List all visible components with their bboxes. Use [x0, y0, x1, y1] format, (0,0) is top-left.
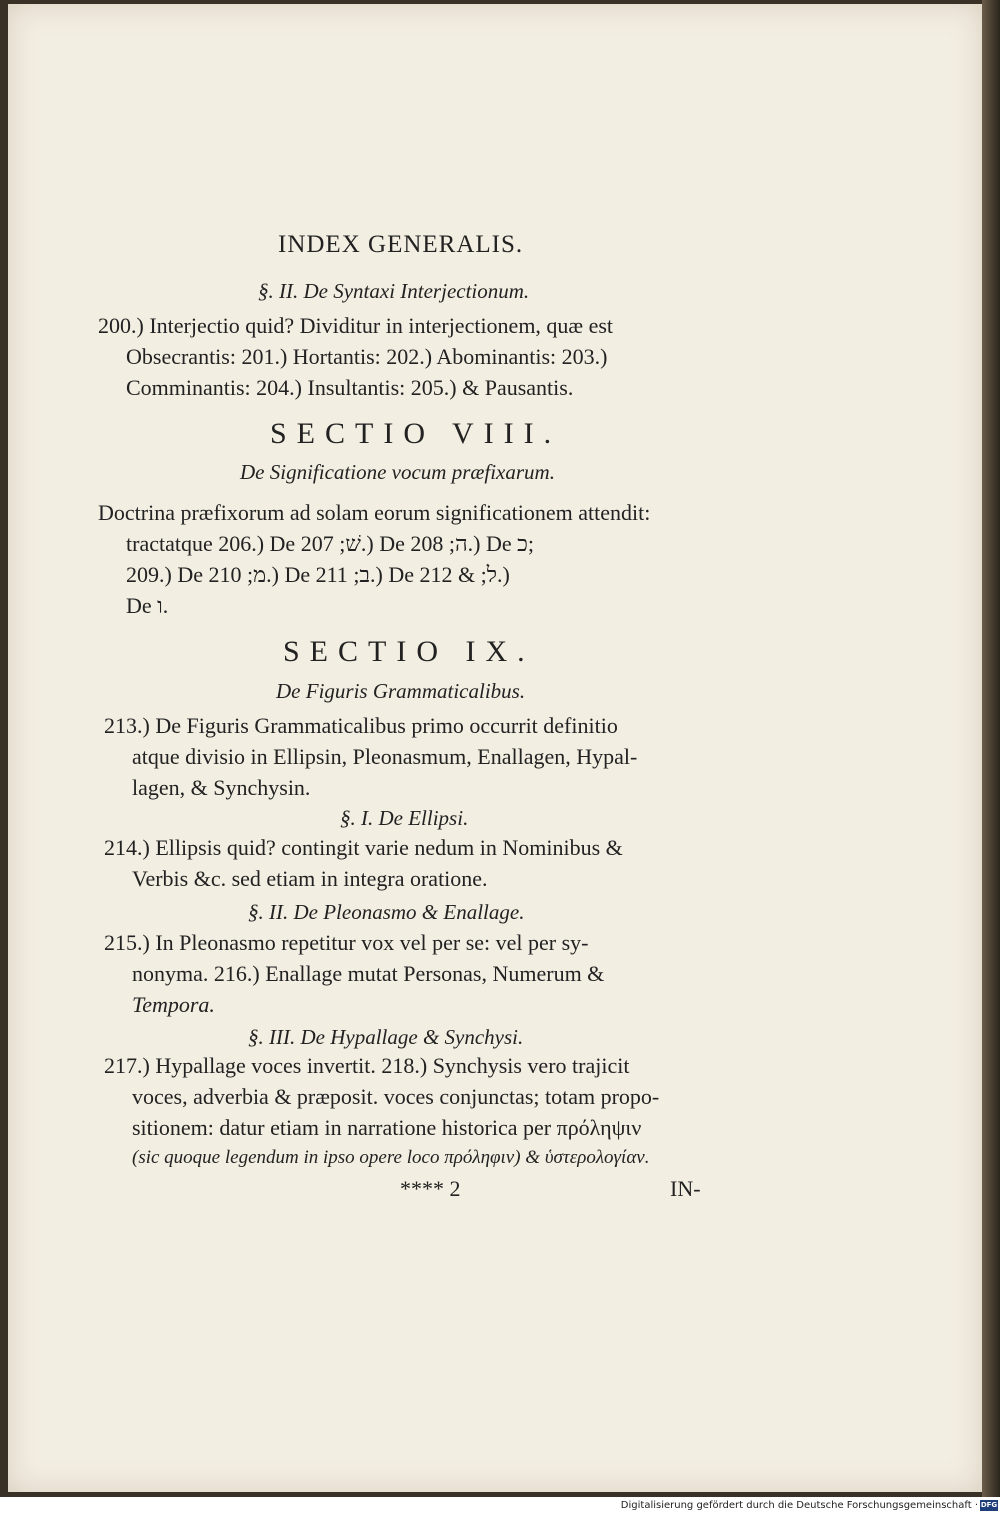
text-line: nonyma. 216.) Enallage mutat Personas, Numerum & — [132, 961, 605, 986]
text-line: 213.) De Figuris Grammaticalibus primo occurrit definitio — [104, 713, 618, 738]
text-line: sitionem: datur etiam in narratione historica per πρόληψιν — [132, 1115, 642, 1140]
text-line: atque divisio in Ellipsin, Pleonasmum, Enallagen, Hypal- — [132, 744, 638, 769]
text-line: lagen, & Synchysin. — [132, 775, 311, 800]
text-line: Comminantis: 204.) Insultantis: 205.) & Pausantis. — [126, 375, 574, 400]
text-line: tractatque 206.) De שׁ; 207.) De ה; 208.) De כ; — [126, 531, 535, 556]
paragraph-heading: §. II. De Syntaxi Interjectionum. — [258, 279, 530, 303]
text-line: Verbis &c. sed etiam in integra oratione. — [132, 866, 488, 891]
signature-mark: **** 2 — [400, 1176, 461, 1201]
catchword: IN- — [670, 1176, 701, 1201]
text-line: 200.) Interjectio quid? Dividitur in interjectionem, quæ est — [98, 313, 614, 338]
paragraph-heading: §. II. De Pleonasmo & Enallage. — [248, 900, 525, 924]
footer-credit: Digitalisierung gefördert durch die Deutsche Forschungsgemeinschaft · — [620, 1500, 978, 1511]
section-title: SECTIO IX. — [283, 635, 535, 668]
running-heading: INDEX GENERALIS. — [278, 231, 524, 258]
text-line: Obsecrantis: 201.) Hortantis: 202.) Abominantis: 203.) — [126, 344, 608, 369]
paragraph-heading: §. III. De Hypallage & Synchysi. — [248, 1025, 524, 1049]
page-edge-shadow — [982, 0, 1000, 1497]
text-line: 214.) Ellipsis quid? contingit varie nedum in Nominibus & — [104, 835, 623, 860]
text-line: Tempora. — [132, 992, 215, 1017]
section-subtitle: De Figuris Grammaticalibus. — [276, 679, 526, 703]
dfg-logo: DFG — [980, 1501, 998, 1509]
text-line: Doctrina præfixorum ad solam eorum significationem attendit: — [98, 500, 651, 525]
text-line: 215.) In Pleonasmo repetitur vox vel per se: vel per sy- — [104, 930, 589, 955]
section-subtitle: De Significatione vocum præfixarum. — [240, 460, 555, 484]
book-page — [8, 4, 982, 1492]
text-line: 217.) Hypallage voces invertit. 218.) Synchysis vero trajicit — [104, 1053, 630, 1078]
text-line: 209.) De מ; 210.) De ב; 211.) De ל; & 212.) — [126, 562, 510, 587]
section-title: SECTIO VIII. — [270, 417, 562, 450]
page-content — [8, 4, 982, 1492]
text-line: De ו. — [126, 593, 169, 618]
paragraph-heading: §. I. De Ellipsi. — [340, 806, 469, 830]
text-line: (sic quoque legendum in ipso opere loco πρόληφιν) & ὑστερολογίαν. — [132, 1147, 650, 1168]
text-line: voces, adverbia & præposit. voces conjunctas; totam propo- — [132, 1084, 660, 1109]
